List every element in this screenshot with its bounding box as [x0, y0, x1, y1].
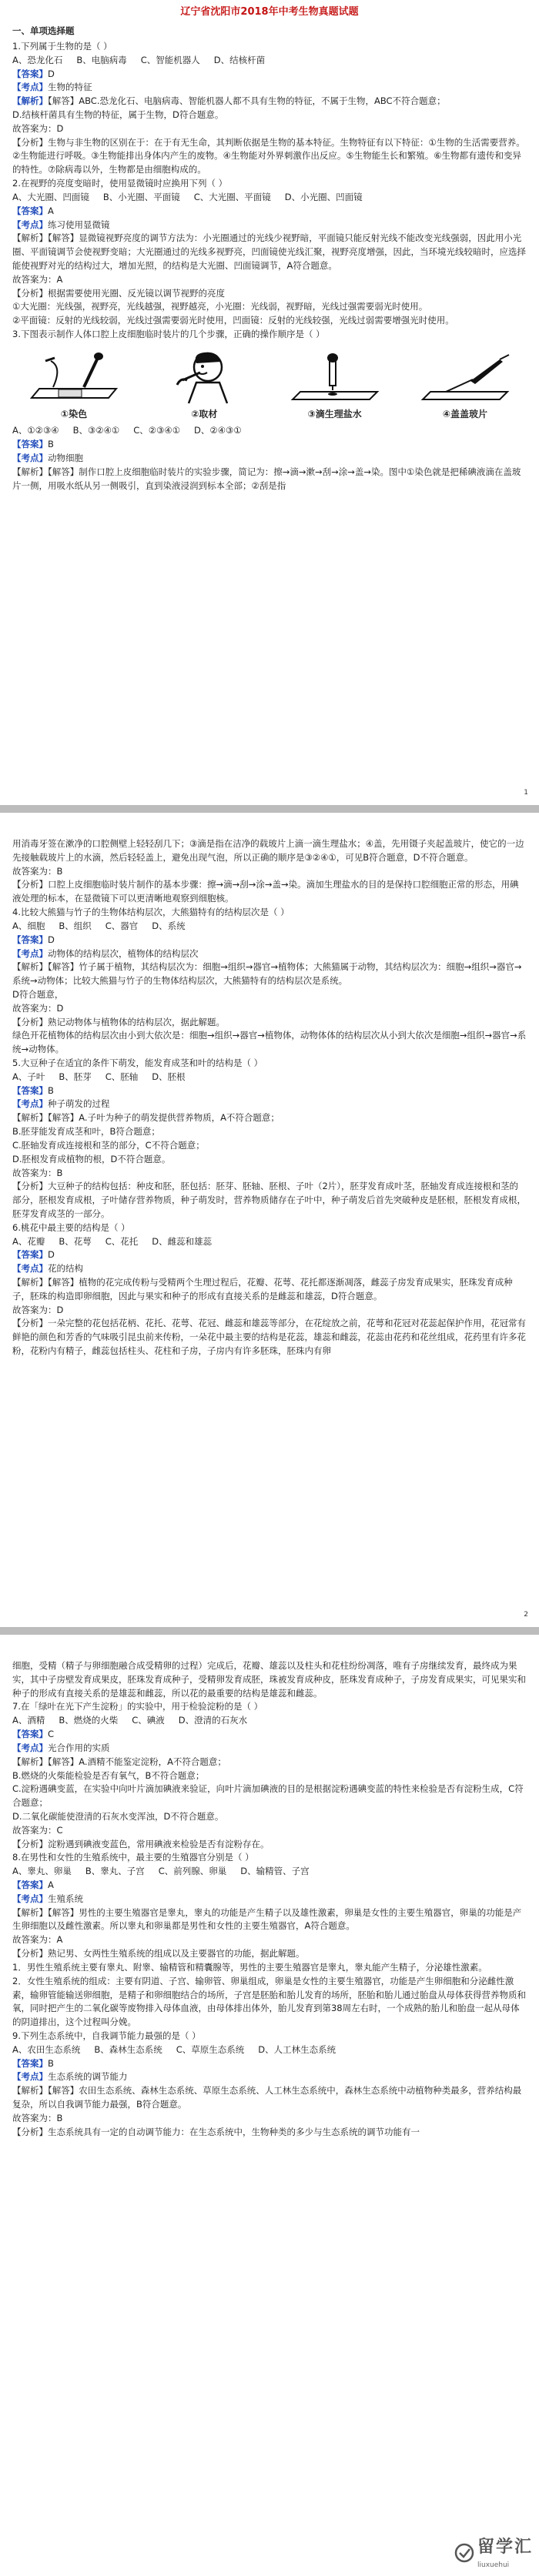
point-value: 生殖系统 [48, 1893, 83, 1904]
figure-sampling [150, 348, 258, 422]
option: D、小光圈、凹面镜 [284, 191, 363, 202]
watermark-text: 留学汇 [477, 2537, 533, 2557]
point-line [12, 1742, 527, 1756]
question-2-stem: 2.在视野的亮度变暗时，使用显微镜时应换用下列（ ） [12, 178, 228, 189]
analysis-paragraph: C.胚轴发育成连接根和茎的部分，C不符合题意； [12, 1139, 205, 1151]
point-line [12, 219, 527, 232]
point-value: 生态系统的调节能力 [48, 2071, 128, 2083]
analysis-paragraph: 2．女性生殖系统的组成：主要有阴道、子宫、输卵管、卵巢组成，卵巢是女性的主要生殖器官，功能是产生卵细胞和分泌雌性激素，输卵管能输送卵细胞，是精子和卵细胞结合的场所，子宫是胚胎和胎儿发育的场所，胚胎和胎儿通过胎盘从母体获得营养物质和氧，同时把产生的二氧化碳等废物排入母体血液，由母体排出体外，胎儿发育到第38周左右时，一个成熟的胎儿和胎盘一起从母体的阴道排出，这个过程叫分娩。 [12, 1975, 526, 2028]
option: C、大光圈、平面镜 [193, 191, 271, 202]
answer-line [12, 1248, 527, 1262]
option: C、草原生态系统 [176, 2043, 245, 2055]
staining-illustration [24, 352, 124, 406]
option: D、输精管、子宫 [240, 1866, 310, 1877]
analysis-paragraph: ①大光圈：光线强，视野亮，光线越强，视野越亮，小光圈：光线弱，视野暗，光线过强需要弱光时使用。 [12, 301, 428, 312]
point-value: 动物体的结构层次，植物体的结构层次 [48, 947, 199, 959]
answer-tag: 【答案】 [12, 2057, 48, 2069]
point-tag: 【考点】 [12, 82, 48, 93]
question-6-options [12, 1235, 527, 1249]
answer-line [12, 2057, 527, 2071]
analysis-line [12, 95, 527, 109]
point-value: 生物的特征 [48, 82, 92, 93]
point-line [12, 2070, 527, 2084]
answer-tag: 【答案】 [12, 1084, 48, 1096]
answer-tag: 【答案】 [12, 1249, 48, 1261]
option: D、人工林生态系统 [258, 2043, 336, 2055]
point-tag: 【考点】 [12, 1098, 48, 1110]
option: C、前列腺、卵巢 [158, 1866, 227, 1877]
point-line [12, 1262, 527, 1276]
page-2 [0, 813, 539, 1627]
question-3-options [12, 424, 527, 438]
analysis-paragraph: 1．男性生殖系统主要有睾丸、附睾、输精管和精囊腺等，男性的主要生殖器官是睾丸，睾丸能产生精子，分泌雄性激素。 [12, 1961, 487, 1973]
logo-icon [454, 2543, 474, 2563]
option: A、子叶 [12, 1071, 45, 1082]
answer-tag: 【答案】 [12, 68, 48, 79]
option: A、花瓣 [12, 1235, 45, 1247]
analysis-tag: 【解析】 [12, 95, 48, 107]
analysis-paragraph: 【解析】【解答】显微镜视野亮度的调节方法为：小光圈通过的光线少视野暗，平面镜只能反射光线不能改变光线强弱，因此用小光圈、平面镜调节会使视野变暗；大光圈通过的光线多视野亮，凹面镜使光线汇聚，视野亮度增强，因此，当环境光线较暗时，应选择能使视野对光的结构过大，增加光照，的结构是大光圈、凹面镜调节，A符合题意。 [12, 232, 526, 271]
option: B、组织 [59, 920, 92, 931]
figure-caption: ③滴生理盐水 [307, 408, 362, 419]
option: C、②③④① [133, 425, 181, 436]
point-tag: 【考点】 [12, 2071, 48, 2083]
option: B、小光圈、平面镜 [102, 191, 180, 202]
answer-summary: 故答案为：D [12, 1304, 64, 1315]
answer-value: B [48, 1084, 54, 1096]
saline-illustration [285, 352, 385, 406]
coverslip-illustration [415, 352, 515, 406]
page-number: 1 [524, 789, 528, 797]
answer-line [12, 1728, 527, 1742]
option: C、碘液 [132, 1715, 165, 1726]
answer-tag: 【答案】 [12, 934, 48, 945]
point-tag: 【考点】 [12, 1893, 48, 1904]
answer-value: A [48, 1879, 54, 1890]
option: A、酒精 [12, 1715, 45, 1726]
analysis-paragraph: 【解析】【解答】A.子叶为种子的萌发提供营养物质，A不符合题意； [12, 1112, 280, 1124]
point-line [12, 947, 527, 961]
option: D、系统 [152, 920, 186, 931]
answer-line [12, 1084, 527, 1098]
section-heading: 一、单项选择题 [12, 25, 75, 37]
analysis-paragraph: 【分析】生物与非生物的区别在于：在于有无生命，其判断依据是生物的基本特征。生物特征有以下特征：①生物的生活需要营养。②生物能进行呼吸。③生物能排出身体内产生的废物。④生物能对外界刺激作出反应。⑤生物能生长和繁殖。⑥生物都有遗传和变异的特性。⑦除病毒以外，生物都是由细胞构成的。 [12, 136, 525, 175]
analysis-paragraph: 【分析】生态系统具有一定的自动调节能力：在生态系统中，生物种类的多少与生态系统的调节功能有一 [12, 2126, 420, 2137]
page-3 [0, 1635, 539, 2576]
option: A、①②③④ [12, 425, 59, 436]
point-tag: 【考点】 [12, 453, 48, 464]
sampling-illustration [166, 348, 243, 406]
option: C、花托 [105, 1235, 139, 1247]
option: A、农田生态系统 [12, 2043, 81, 2055]
option: A、大光圈、凹面镜 [12, 191, 89, 202]
option: B、睾丸、子宫 [85, 1866, 145, 1877]
option: D、雌蕊和雄蕊 [152, 1235, 213, 1247]
answer-line [12, 934, 527, 947]
answer-value: D [48, 1249, 55, 1261]
question-5-options [12, 1071, 527, 1084]
answer-summary: 故答案为：D [12, 122, 64, 134]
analysis-paragraph: 【分析】淀粉遇到碘液变蓝色，常用碘液来检验是否有淀粉存在。 [12, 1838, 270, 1849]
answer-summary: 故答案为：C [12, 1824, 63, 1836]
analysis-paragraph: 【分析】熟记动物体与植物体的结构层次，据此解题。 [12, 1016, 225, 1027]
option: D、结核杆菌 [213, 54, 266, 65]
option: A、细胞 [12, 920, 45, 931]
answer-summary: 故答案为：D [12, 1002, 64, 1014]
question-4-options [12, 920, 527, 934]
analysis-paragraph: 绿色开花植物体的结构层次由小到大依次是：细胞→组织→器官→植物体，动物体体的结构层次从小到大依次是细胞→组织→器官→系统→动物体。 [12, 1030, 527, 1055]
analysis-text: 【解答】ABC.恐龙化石、电脑病毒、智能机器人都不具有生物的特征，不属于生物，ABC不符合题意； [48, 95, 446, 107]
option: B、胚芽 [59, 1071, 92, 1082]
figure-saline [281, 352, 389, 422]
point-tag: 【考点】 [12, 219, 48, 230]
analysis-paragraph: 用消毒牙签在漱净的口腔侧壁上轻轻刮几下；③滴是指在洁净的载玻片上滴一滴生理盐水；④盖，先用镊子夹起盖玻片，使它的一边先接触载玻片上的水滴，然后轻轻盖上，避免出现气泡，所以正确的顺序是③②④①，可见B符合题意，D不符合题意。 [12, 838, 524, 863]
point-value: 种子萌发的过程 [48, 1098, 110, 1110]
question-7-stem: 7.在「绿叶在光下产生淀粉」的实验中，用于检验淀粉的是（ ） [12, 1701, 263, 1712]
analysis-paragraph: 【分析】根据需要使用光圈、反光镜以调节视野的亮度 [12, 287, 225, 299]
answer-summary: 故答案为：B [12, 2112, 63, 2123]
answer-summary: 故答案为：B [12, 1167, 63, 1178]
answer-summary: 故答案为：B [12, 865, 63, 877]
option: B、③②④① [72, 425, 120, 436]
analysis-paragraph: B.胚芽能发育成茎和叶，B符合题意； [12, 1126, 160, 1138]
analysis-paragraph: 【分析】熟记男、女两性生殖系统的组成以及主要器官的功能，据此解题。 [12, 1948, 305, 1960]
procedure-figures [20, 348, 519, 422]
answer-summary: 故答案为：A [12, 273, 63, 285]
option: B、花萼 [59, 1235, 92, 1247]
answer-line [12, 205, 527, 219]
page-number: 2 [524, 1611, 528, 1619]
analysis-paragraph: B.燃烧的火柴能检验是否有氧气，B不符合题意； [12, 1769, 205, 1781]
figure-caption: ④盖盖玻片 [442, 408, 488, 419]
answer-value: B [48, 439, 54, 450]
analysis-paragraph: 【解析】【解答】制作口腔上皮细胞临时装片的实验步骤，简记为：擦→滴→漱→刮→涂→盖→染。图中①染色就是把稀碘液滴在盖玻片一侧，用吸水纸从另一侧吸引，直到染液浸润到标本全部；②刮是指 [12, 466, 521, 491]
answer-line [12, 68, 527, 82]
page-1 [0, 0, 539, 805]
analysis-paragraph: 【解析】【解答】竹子属于植物，其结构层次为：细胞→组织→器官→植物体；大熊猫属于动物，其结构层次为：细胞→组织→器官→系统→动物体；比较大熊猫与竹子的生物体结构层次，大熊猫特有的结构层次是系统。 [12, 961, 522, 987]
option: B、电脑病毒 [76, 54, 127, 65]
question-6-stem: 6.桃花中最主要的结构是（ ） [12, 1221, 130, 1233]
analysis-paragraph: 【解析】【解答】农田生态系统、森林生态系统、草原生态系统、人工林生态系统中，森林生态系统中动植物种类最多，营养结构最复杂，所以自我调节能力最强，B符合题意。 [12, 2085, 522, 2110]
answer-line [12, 1879, 527, 1893]
answer-value: B [48, 2057, 54, 2069]
question-2-options [12, 191, 527, 205]
option: B、森林生态系统 [94, 2043, 162, 2055]
answer-value: D [48, 68, 55, 79]
answer-value: D [48, 934, 55, 945]
question-8-stem: 8.在男性和女性的生殖系统中，最主要的生殖器官分别是（ ） [12, 1852, 254, 1863]
answer-value: A [48, 205, 54, 216]
document-title: 辽宁省沈阳市2018年中考生物真题试题 [180, 6, 359, 18]
point-value: 花的结构 [48, 1263, 83, 1275]
option: A、恐龙化石 [12, 54, 63, 65]
answer-summary: 故答案为：A [12, 1934, 63, 1946]
analysis-paragraph: 【解析】【解答】男性的主要生殖器官是睾丸，睾丸的功能是产生精子以及雄性激素，卵巢是女性的主要生殖器官，卵巢的功能是产生卵细胞以及雌性激素。所以睾丸和卵巢都是男性和女性的主要生殖器官，A符合题意。 [12, 1906, 522, 1932]
analysis-paragraph: 【解析】【解答】A.酒精不能鉴定淀粉，A不符合题意； [12, 1756, 226, 1767]
question-4-stem: 4.比较大熊猫与竹子的生物体结构层次，大熊猫特有的结构层次是（ ） [12, 907, 290, 918]
option: D、澄清的石灰水 [178, 1715, 248, 1726]
watermark-subtext: liuxuehui [477, 2561, 510, 2570]
answer-value: C [48, 1729, 55, 1740]
figure-caption: ②取材 [191, 408, 218, 419]
option: A、睾丸、卵巢 [12, 1866, 72, 1877]
answer-tag: 【答案】 [12, 439, 48, 450]
figure-staining [20, 352, 128, 422]
question-1-options [12, 54, 527, 68]
option: C、智能机器人 [140, 54, 200, 65]
point-value: 动物细胞 [48, 453, 83, 464]
point-tag: 【考点】 [12, 947, 48, 959]
analysis-paragraph: 【解析】【解答】植物的花完成传粉与受精两个生理过程后，花瓣、花萼、花托都逐渐凋落，雌蕊子房发育成果实，胚珠发育成种子，胚珠的构造即卵细胞，因此与果实和种子的形成有直接关系的是雌蕊和雄蕊，D符合题意。 [12, 1277, 513, 1301]
answer-line [12, 438, 527, 452]
analysis-paragraph: 细胞，受精（精子与卵细胞融合成受精卵的过程）完成后，花瓣、雄蕊以及柱头和花柱纷纷凋落，唯有子房继续发育，最终成为果实，其中子房壁发育成果皮，胚珠发育成种子，受精卵发育成胚，珠被发育成种皮，胚珠发育成种子，子房发育成果实，可见果实和种子的形成有直接关系的是雄蕊和雌蕊，所以花的最重要的结构是雄蕊和雌蕊。 [12, 1660, 526, 1699]
analysis-text: D.结核杆菌具有生物的特征，属于生物，D符合题意。 [12, 109, 224, 121]
question-5-stem: 5.大豆种子在适宜的条件下萌发，能发育成茎和叶的结构是（ ） [12, 1057, 263, 1068]
analysis-paragraph: 【分析】口腔上皮细胞临时装片制作的基本步骤：擦→滴→刮→涂→盖→染。滴加生理盐水的目的是保持口腔细胞正常的形态，用碘液处理的标本，在显微镜下可以更清晰地观察到细胞核。 [12, 879, 519, 904]
option: C、胚轴 [105, 1071, 139, 1082]
analysis-paragraph: C.淀粉遇碘变蓝，在实验中向叶片滴加碘液来验证，向叶片滴加碘液的目的是根据淀粉遇碘变蓝的特性来检验是否有淀粉生成，C符合题意； [12, 1783, 524, 1809]
figure-caption: ①染色 [60, 408, 88, 419]
analysis-paragraph: D.二氧化碳能使澄清的石灰水变浑浊，D不符合题意。 [12, 1810, 224, 1822]
question-9-options [12, 2043, 527, 2057]
question-1-stem: 1.下列属于生物的是（ ） [12, 40, 112, 52]
watermark-logo [454, 2534, 533, 2571]
analysis-paragraph: D.胚根发育成植物的根，D不符合题意。 [12, 1153, 171, 1164]
question-3-stem: 3.下图表示制作人体口腔上皮细胞临时装片的几个步骤，正确的操作顺序是（ ） [12, 329, 325, 340]
point-line [12, 81, 527, 95]
watermark-text-group [477, 2534, 533, 2571]
option: D、②④③① [194, 425, 242, 436]
point-tag: 【考点】 [12, 1742, 48, 1753]
answer-tag: 【答案】 [12, 1729, 48, 1740]
point-tag: 【考点】 [12, 1263, 48, 1275]
analysis-paragraph: D符合题意， [12, 988, 64, 1000]
point-value: 光合作用的实质 [48, 1742, 110, 1753]
analysis-paragraph: 【分析】一朵完整的花包括花柄、花托、花萼、花冠、雌蕊和雄蕊等部分，在花绽放之前，花萼和花冠对花蕊起保护作用，花冠常有鲜艳的颜色和芳香的气味吸引昆虫前来传粉，一朵花中最主要的结构是花蕊，雄蕊和雌蕊，花蕊由花药和花丝组成，花药里有许多花粉，花粉内有精子，雌蕊包括柱头、花柱和子房，子房内有许多胚珠，胚珠内有卵 [12, 1318, 526, 1357]
figure-coverslip [411, 352, 519, 422]
option: B、燃烧的火柴 [59, 1715, 119, 1726]
point-line [12, 452, 527, 466]
answer-tag: 【答案】 [12, 205, 48, 216]
question-9-stem: 9.下列生态系统中，自我调节能力最强的是（ ） [12, 2030, 201, 2041]
point-value: 练习使用显微镜 [48, 219, 110, 230]
analysis-paragraph: ②平面镜：反射的光线较弱，光线过强需要弱光时使用，凹面镜：反射的光线较强，光线过弱需要增强光时使用。 [12, 315, 454, 326]
question-8-options [12, 1865, 527, 1879]
option: D、胚根 [152, 1071, 186, 1082]
option: C、器官 [105, 920, 139, 931]
point-line [12, 1893, 527, 1906]
analysis-paragraph: 【分析】大豆种子的结构包括：种皮和胚，胚包括：胚芽、胚轴、胚根、子叶（2片），胚芽发育成叶茎，胚轴发育成连接根和茎的部分，胚根发育成根，子叶储存营养物质，种子萌发时，营养物质储存在子叶中，种子萌发后首先突破种皮是胚根，胚根发育成根，胚芽发育成茎的一部分。 [12, 1181, 526, 1219]
point-line [12, 1098, 527, 1111]
answer-tag: 【答案】 [12, 1879, 48, 1890]
question-7-options [12, 1714, 527, 1728]
